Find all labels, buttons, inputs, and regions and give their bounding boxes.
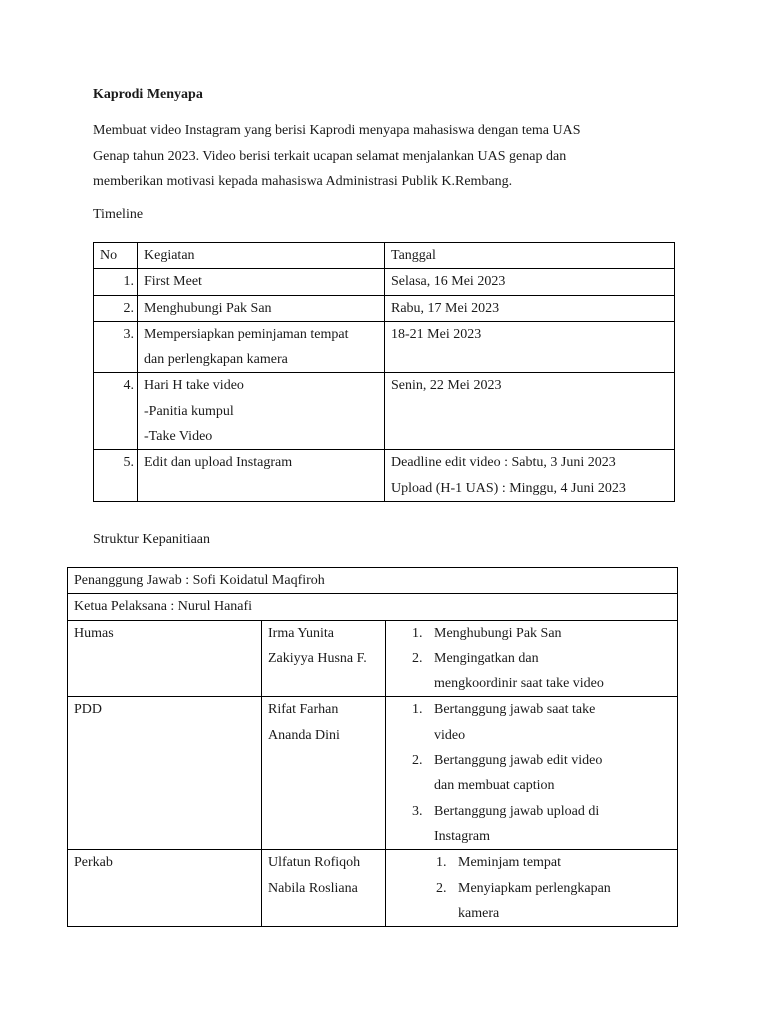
row-kegiatan — [138, 269, 385, 295]
task-line: Bertanggung jawab upload di — [434, 803, 600, 819]
row-tanggal — [385, 295, 675, 321]
document-title: Kaprodi Menyapa — [93, 87, 203, 102]
row-no: 3. — [94, 321, 138, 373]
intro-paragraph — [93, 118, 653, 195]
task-item — [408, 697, 671, 748]
row-tanggal — [385, 269, 675, 295]
task-item — [408, 748, 671, 799]
cell-line: 18-21 Mei 2023 — [391, 326, 482, 342]
table-row — [68, 697, 678, 850]
division-members — [262, 620, 386, 697]
row-kegiatan — [138, 450, 385, 502]
penanggung-jawab: Penanggung Jawab : Sofi Koidatul Maqfiroh — [68, 568, 678, 594]
task-line: Instagram — [434, 828, 490, 844]
task-line: video — [434, 727, 466, 743]
division-members — [262, 697, 386, 850]
timeline-table — [93, 242, 675, 502]
cell-line: First Meet — [144, 274, 202, 290]
task-item — [432, 850, 671, 875]
table-row — [94, 295, 675, 321]
table-row — [94, 450, 675, 502]
task-line: Meminjam tempat — [458, 855, 562, 871]
cell-line: Rabu, 17 Mei 2023 — [391, 300, 500, 316]
row-kegiatan — [138, 295, 385, 321]
timeline-label: Timeline — [93, 207, 144, 222]
header-kegiatan: Kegiatan — [138, 243, 385, 269]
row-kegiatan — [138, 321, 385, 373]
row-no: 5. — [94, 450, 138, 502]
division-name: PDD — [68, 697, 262, 850]
intro-line: memberikan motivasi kepada mahasiswa Administrasi Publik K.Rembang. — [93, 174, 513, 189]
row-tanggal — [385, 450, 675, 502]
header-tanggal: Tanggal — [385, 243, 675, 269]
division-name: Perkab — [68, 850, 262, 927]
row-no: 4. — [94, 373, 138, 450]
task-number: 1. — [412, 625, 423, 641]
table-header-row — [94, 243, 675, 269]
cell-line: Hari H take video — [144, 378, 244, 394]
cell-line: -Take Video — [144, 429, 213, 445]
member-name: Nabila Rosliana — [268, 880, 358, 896]
division-name: Humas — [68, 620, 262, 697]
table-row — [68, 850, 678, 927]
table-row — [94, 321, 675, 373]
member-name: Ananda Dini — [268, 727, 340, 743]
cell-line: dan perlengkapan kamera — [144, 352, 288, 368]
intro-line: Membuat video Instagram yang berisi Kaprodi menyapa mahasiswa dengan tema UAS — [93, 123, 581, 138]
cell-line: Upload (H-1 UAS) : Minggu, 4 Juni 2023 — [391, 480, 626, 496]
cell-line: Senin, 22 Mei 2023 — [391, 378, 502, 394]
table-row — [68, 620, 678, 697]
cell-line: Edit dan upload Instagram — [144, 455, 293, 471]
row-tanggal — [385, 321, 675, 373]
task-line: Menyiapkam perlengkapan — [458, 880, 611, 896]
task-number: 3. — [412, 803, 423, 819]
member-name: Irma Yunita — [268, 625, 334, 641]
struktur-table — [67, 567, 678, 927]
intro-line: Genap tahun 2023. Video berisi terkait ucapan selamat menjalankan UAS genap dan — [93, 148, 567, 164]
division-tasks — [386, 697, 678, 850]
cell-line: Selasa, 16 Mei 2023 — [391, 274, 506, 290]
task-line: Mengingatkan dan — [434, 650, 539, 666]
task-list — [432, 850, 671, 926]
row-tanggal — [385, 373, 675, 450]
task-item — [408, 621, 671, 646]
task-line: Bertanggung jawab edit video — [434, 753, 603, 769]
ketua-pelaksana: Ketua Pelaksana : Nurul Hanafi — [68, 594, 678, 620]
row-no: 1. — [94, 269, 138, 295]
row-kegiatan — [138, 373, 385, 450]
task-item — [432, 876, 671, 927]
task-number: 1. — [412, 702, 423, 718]
task-list — [408, 697, 671, 849]
division-members — [262, 850, 386, 927]
table-row — [68, 594, 678, 620]
task-number: 2. — [412, 650, 423, 666]
task-item — [408, 799, 671, 850]
task-item — [408, 646, 671, 697]
task-number: 2. — [436, 880, 447, 896]
cell-line: Deadline edit video : Sabtu, 3 Juni 2023 — [391, 455, 616, 471]
table-row — [94, 373, 675, 450]
cell-line: Menghubungi Pak San — [144, 300, 272, 316]
member-name: Ulfatun Rofiqoh — [268, 855, 361, 871]
struktur-label: Struktur Kepanitiaan — [93, 532, 211, 547]
task-list — [408, 621, 671, 697]
task-number: 1. — [436, 855, 447, 871]
task-line: kamera — [458, 905, 500, 921]
member-name: Zakiyya Husna F. — [268, 650, 367, 666]
task-line: Menghubungi Pak San — [434, 625, 562, 641]
cell-line: -Panitia kumpul — [144, 403, 234, 419]
task-line: Bertanggung jawab saat take — [434, 702, 596, 718]
table-row — [68, 568, 678, 594]
table-row — [94, 269, 675, 295]
division-tasks — [386, 850, 678, 927]
division-tasks — [386, 620, 678, 697]
header-no: No — [94, 243, 138, 269]
task-number: 2. — [412, 753, 423, 769]
cell-line: Mempersiapkan peminjaman tempat — [144, 326, 349, 342]
task-line: mengkoordinir saat take video — [434, 676, 604, 692]
task-line: dan membuat caption — [434, 778, 555, 794]
row-no: 2. — [94, 295, 138, 321]
member-name: Rifat Farhan — [268, 702, 339, 718]
